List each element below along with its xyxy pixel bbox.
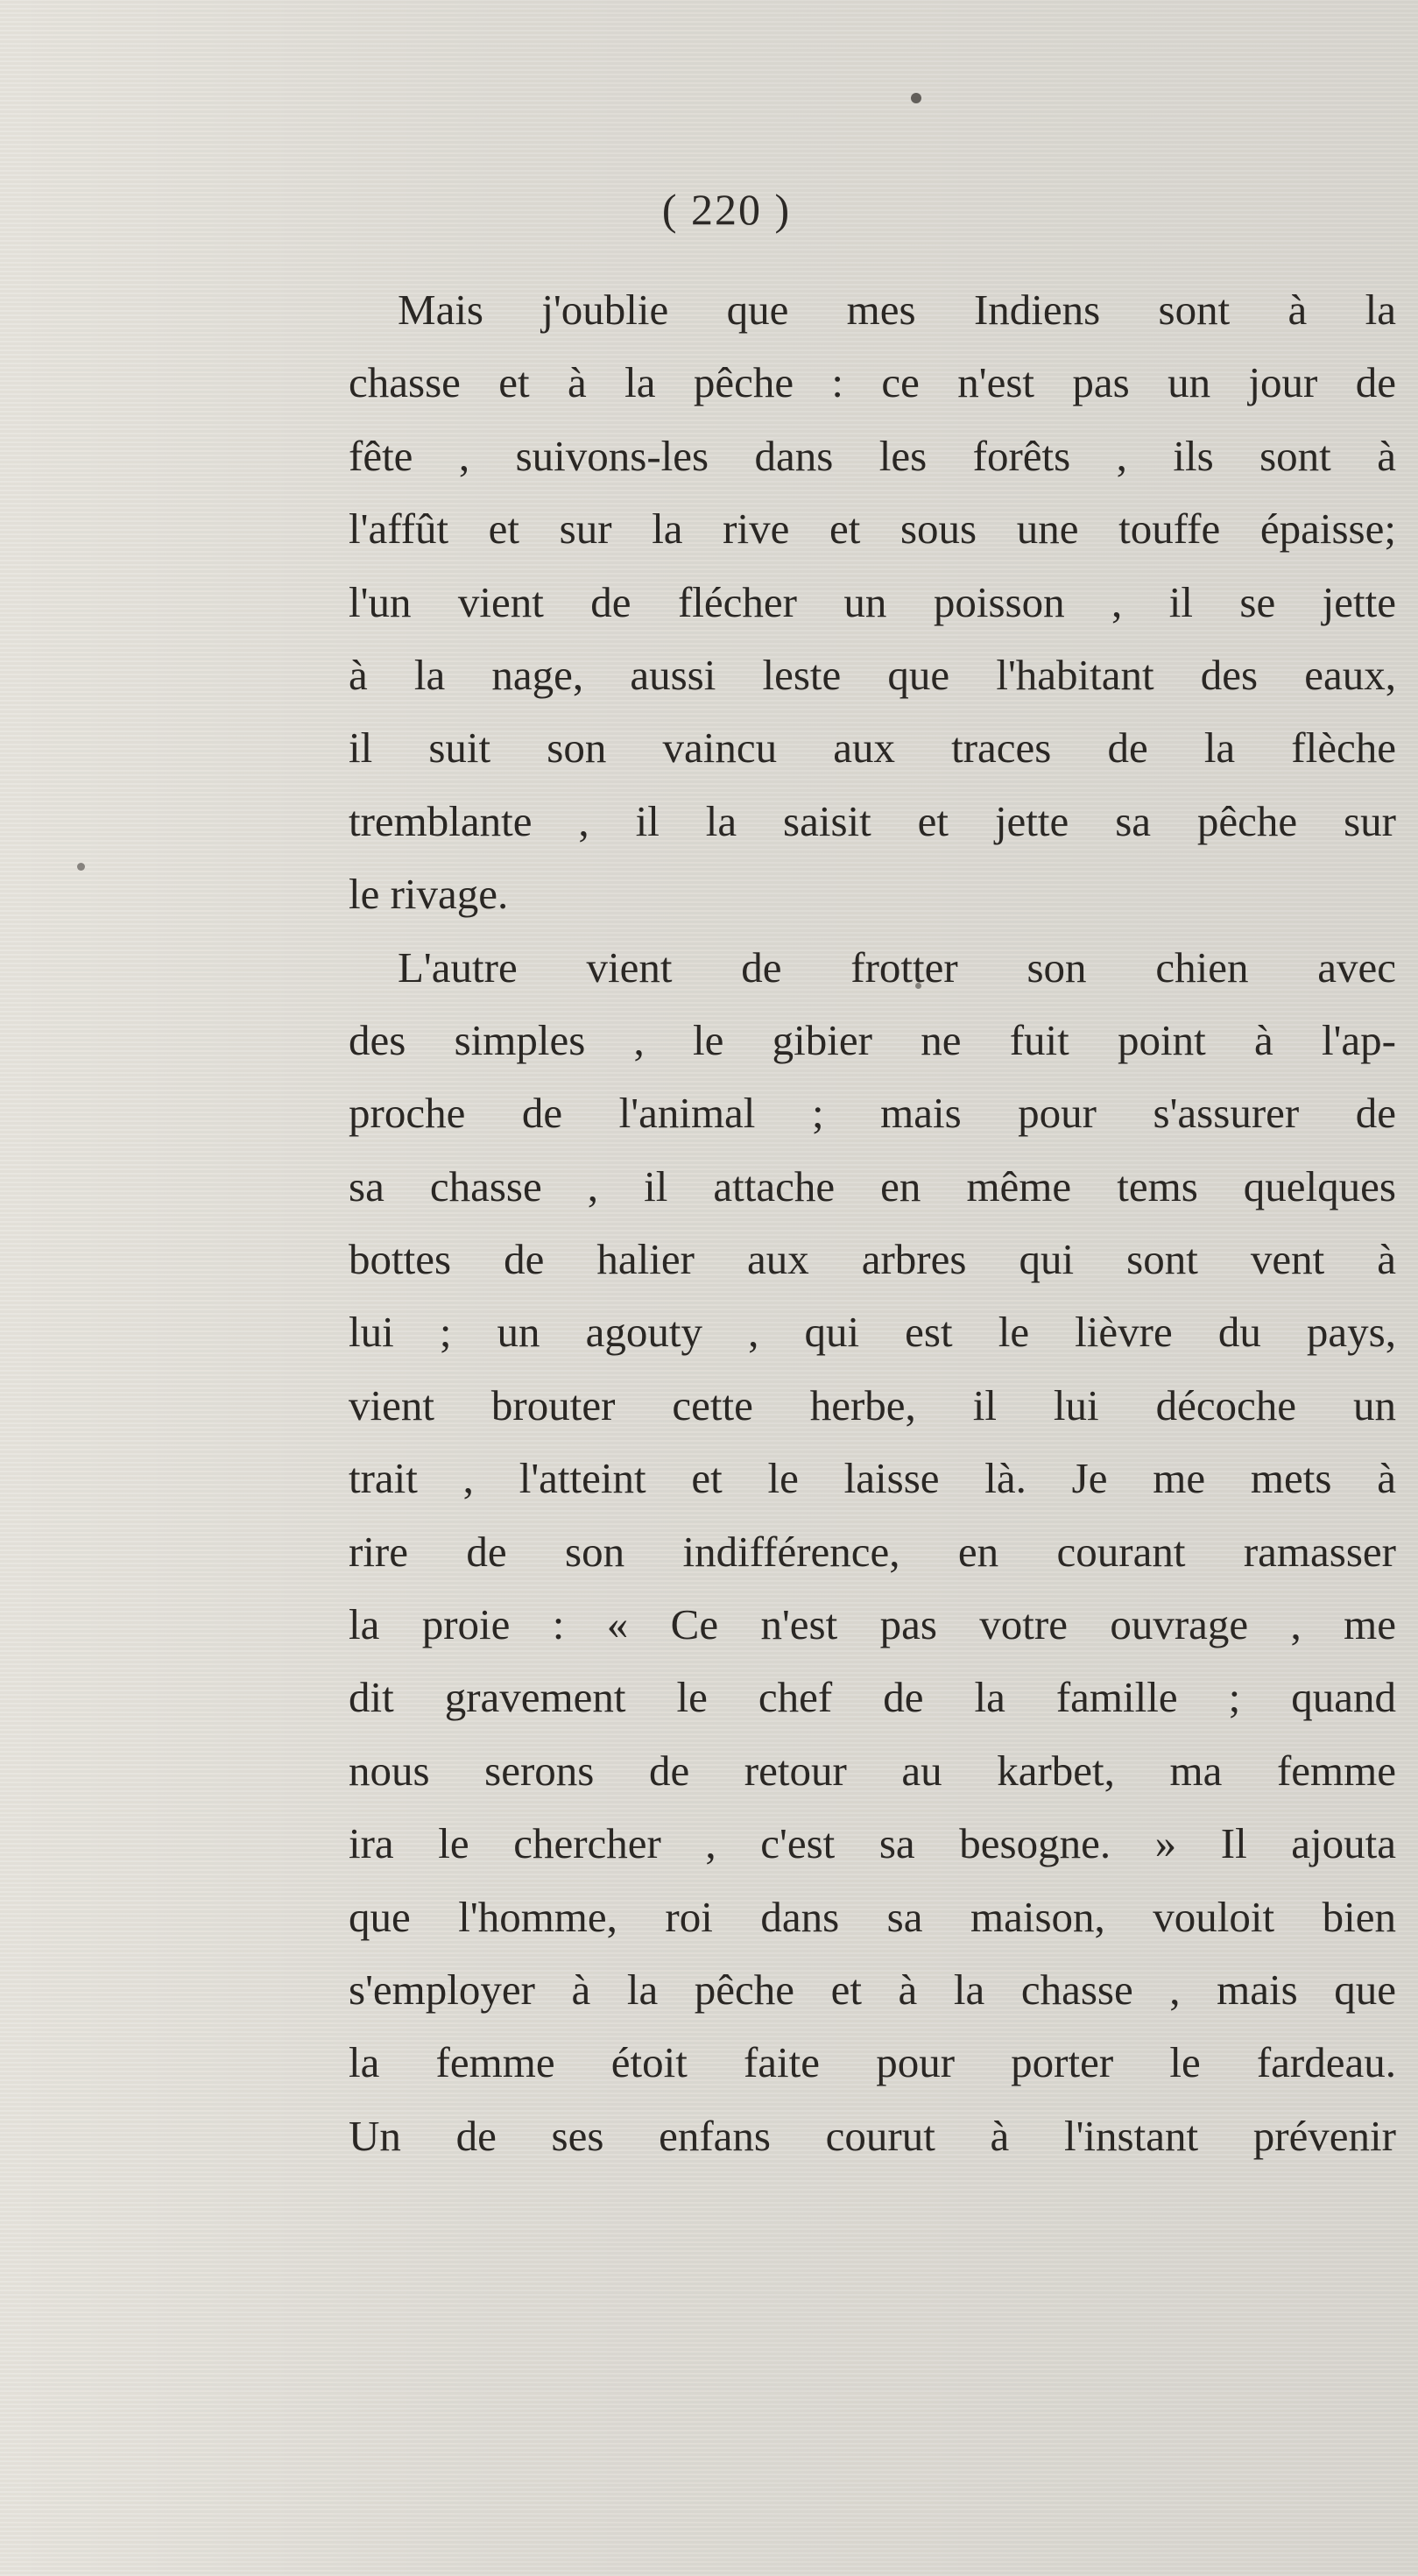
text-line: fête , suivons-les dans les forêts , ils sont à: [349, 431, 1396, 480]
text-line: L'autre vient de frotter son chien avec: [398, 942, 1396, 992]
text-line: rire de son indifférence, en courant ramasser: [349, 1527, 1396, 1576]
text-line: Un de ses enfans courut à l'instant prévenir: [349, 2111, 1396, 2160]
text-line: que l'homme, roi dans sa maison, vouloit bien: [349, 1892, 1396, 1941]
page-number: ( 220 ): [661, 185, 792, 234]
paragraph-2: [349, 931, 1396, 2173]
text-line: s'employer à la pêche et à la chasse , mais que: [349, 1965, 1396, 2014]
ink-ornament: [911, 93, 921, 103]
text-line: la proie : « Ce n'est pas votre ouvrage , me: [349, 1600, 1396, 1649]
text-line: sa chasse , il attache en même tems quelques: [349, 1161, 1396, 1210]
text-line: dit gravement le chef de la famille ; quand: [349, 1673, 1396, 1722]
text-line: proche de l'animal ; mais pour s'assurer de: [349, 1089, 1396, 1138]
text-line: des simples , le gibier ne fuit point à l'ap-: [349, 1015, 1396, 1064]
text-line: trait , l'atteint et le laisse là. Je me mets à: [349, 1454, 1396, 1503]
text-line: l'un vient de flécher un poisson , il se jette: [349, 577, 1396, 626]
text-line: tremblante , il la saisit et jette sa pêche sur: [349, 796, 1396, 845]
text-line: à la nage, aussi leste que l'habitant des eaux,: [349, 650, 1396, 699]
text-line: il suit son vaincu aux traces de la flèche: [349, 723, 1396, 773]
text-line: la femme étoit faite pour porter le fardeau.: [349, 2038, 1396, 2087]
ink-speck: [77, 863, 85, 871]
text-line: le rivage.: [349, 870, 509, 919]
text-line: ira le chercher , c'est sa besogne. » Il ajouta: [349, 1819, 1396, 1868]
body-text: [349, 273, 1396, 2172]
text-line: chasse et à la pêche : ce n'est pas un jour de: [349, 358, 1396, 407]
text-line: vient brouter cette herbe, il lui décoche un: [349, 1380, 1396, 1429]
text-line: Mais j'oublie que mes Indiens sont à la: [398, 286, 1396, 334]
text-line: l'affût et sur la rive et sous une touffe épaisse;: [349, 505, 1396, 554]
text-line: lui ; un agouty , qui est le lièvre du pays,: [349, 1308, 1396, 1357]
text-line: nous serons de retour au karbet, ma femme: [349, 1746, 1396, 1795]
text-line: bottes de halier aux arbres qui sont vent à: [349, 1235, 1396, 1284]
paragraph-1: [349, 273, 1396, 931]
